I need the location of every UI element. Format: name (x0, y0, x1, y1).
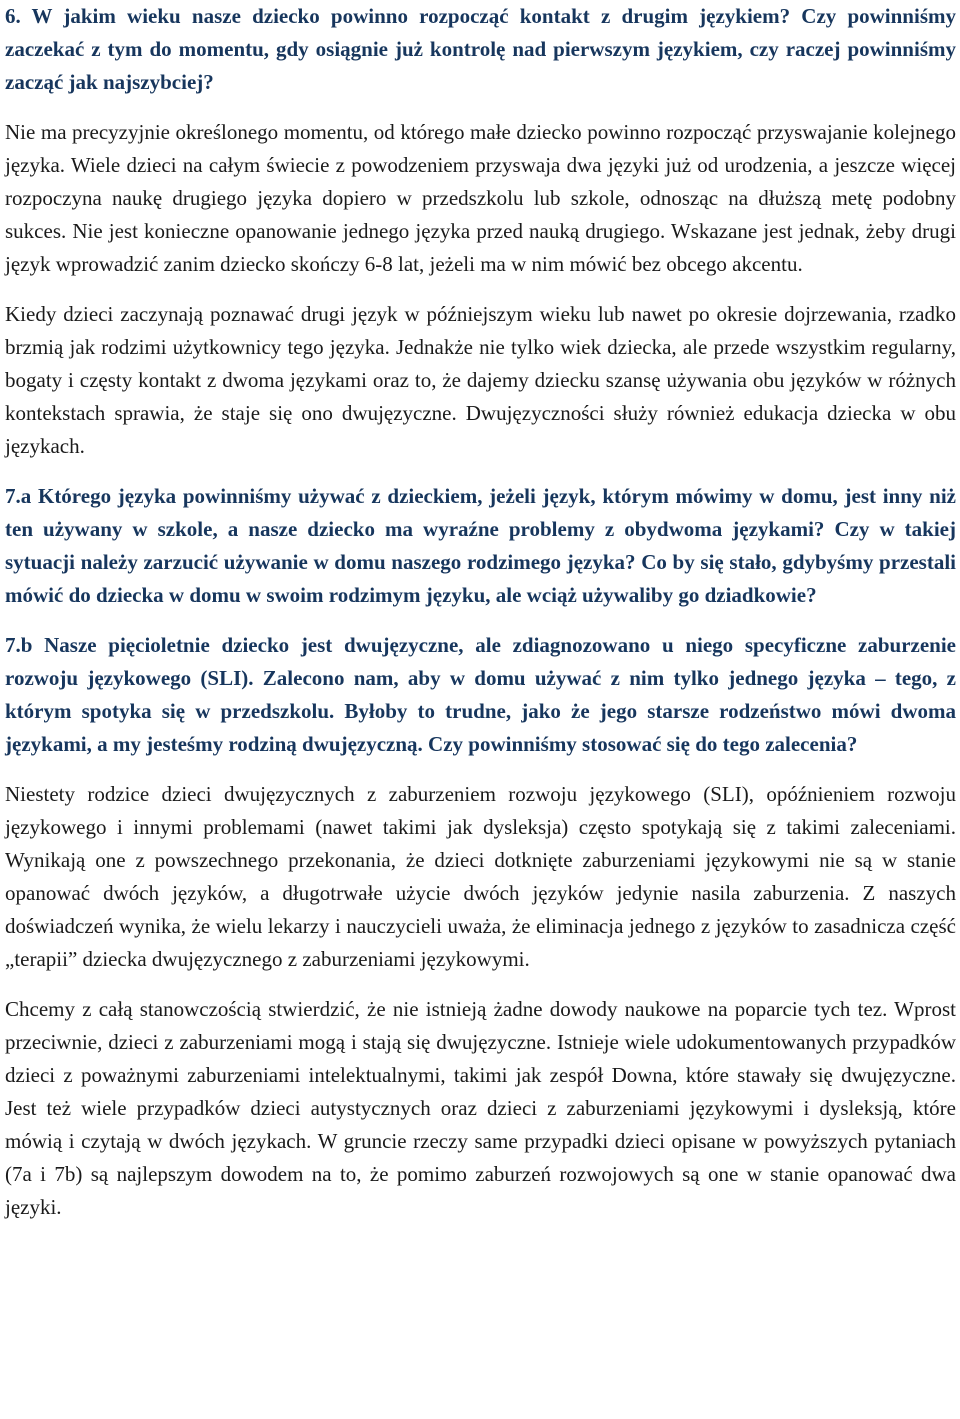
paragraph-gap (5, 99, 956, 116)
paragraph-gap (5, 761, 956, 778)
paragraph-gap (5, 463, 956, 480)
question-7b: 7.b Nasze pięcioletnie dziecko jest dwujęzyczne, ale zdiagnozowano u niego specyficzne zaburzenie rozwoju językowego (SLI). Zalecono nam, aby w domu używać z nim tylko jednego języka – tego, z którym spotyka się w przedszkolu. Byłoby to trudne, jako że jego starsze rodzeństwo mówi dwoma językami, a my jesteśmy rodziną dwujęzyczną. Czy powinniśmy stosować się do tego zalecenia? (5, 633, 956, 756)
answer-7-paragraph-2: Chcemy z całą stanowczością stwierdzić, że nie istnieją żadne dowody naukowe na poparcie tych tez. Wprost przeciwnie, dzieci z zaburzeniami mogą i stają się dwujęzyczne. Istnieje wiele udokumentowanych przypadków dzieci z poważnymi zaburzeniami intelektualnymi, takimi jak zespół Downa, które stawały się dwujęzyczne. Jest też wiele przypadków dzieci autystycznych oraz dzieci z zaburzeniami językowymi i dysleksją, które mówią i czytają w dwóch językach. W gruncie rzeczy same przypadki dzieci opisane w powyższych pytaniach (7a i 7b) są najlepszym dowodem na to, że pomimo zaburzeń rozwojowych są one w stanie opanować dwa języki. (5, 997, 956, 1219)
question-6: 6. W jakim wieku nasze dziecko powinno rozpocząć kontakt z drugim językiem? Czy powinniśmy zaczekać z tym do momentu, gdy osiągnie już kontrolę nad pierwszym językiem, czy raczej powinniśmy zacząć jak najszybciej? (5, 4, 956, 94)
answer-6-paragraph-2: Kiedy dzieci zaczynają poznawać drugi język w późniejszym wieku lub nawet po okresie dojrzewania, rzadko brzmią jak rodzimi użytkownicy tego języka. Jednakże nie tylko wiek dziecka, ale przede wszystkim regularny, bogaty i częsty kontakt z dwoma językami oraz to, że dajemy dziecku szansę używania obu języków w różnych kontekstach sprawia, że staje się ono dwujęzyczne. Dwujęzyczności służy również edukacja dziecka w obu językach. (5, 302, 956, 458)
paragraph-gap (5, 612, 956, 629)
answer-7-paragraph-1: Niestety rodzice dzieci dwujęzycznych z zaburzeniem rozwoju językowego (SLI), opóźnieniem rozwoju językowego i innymi problemami (nawet takimi jak dysleksja) często spotykają się z takimi zaleceniami. Wynikają one z powszechnego przekonania, że dzieci dotknięte zaburzeniami językowymi nie są w stanie opanować dwóch języków, a długotrwałe użycie dwóch języków jedynie nasila zaburzenia. Z naszych doświadczeń wynika, że wielu lekarzy i nauczycieli uważa, że eliminacja jednego z języków to zasadnicza część „terapii” dziecka dwujęzycznego z zaburzeniami językowymi. (5, 782, 956, 971)
question-7a: 7.a Którego języka powinniśmy używać z dzieckiem, jeżeli język, którym mówimy w domu, jest inny niż ten używany w szkole, a nasze dziecko ma wyraźne problemy z obydwoma językami? Czy w takiej sytuacji należy zarzucić używanie w domu naszego rodzimego języka? Co by się stało, gdybyśmy przestali mówić do dziecka w domu w swoim rodzimym języku, ale wciąż używaliby go dziadkowie? (5, 484, 956, 607)
paragraph-gap (5, 281, 956, 298)
answer-6-paragraph-1: Nie ma precyzyjnie określonego momentu, od którego małe dziecko powinno rozpocząć przyswajanie kolejnego języka. Wiele dzieci na całym świecie z powodzeniem przyswaja dwa języki już od urodzenia, a jeszcze więcej rozpoczyna naukę drugiego języka dopiero w przedszkolu lub szkole, odnosząc na dłuższą metę podobny sukces. Nie jest konieczne opanowanie jednego języka przed nauką drugiego. Wskazane jest jednak, żeby drugi język wprowadzić zanim dziecko skończy 6-8 lat, jeżeli ma w nim mówić bez obcego akcentu. (5, 120, 956, 276)
paragraph-gap (5, 976, 956, 993)
